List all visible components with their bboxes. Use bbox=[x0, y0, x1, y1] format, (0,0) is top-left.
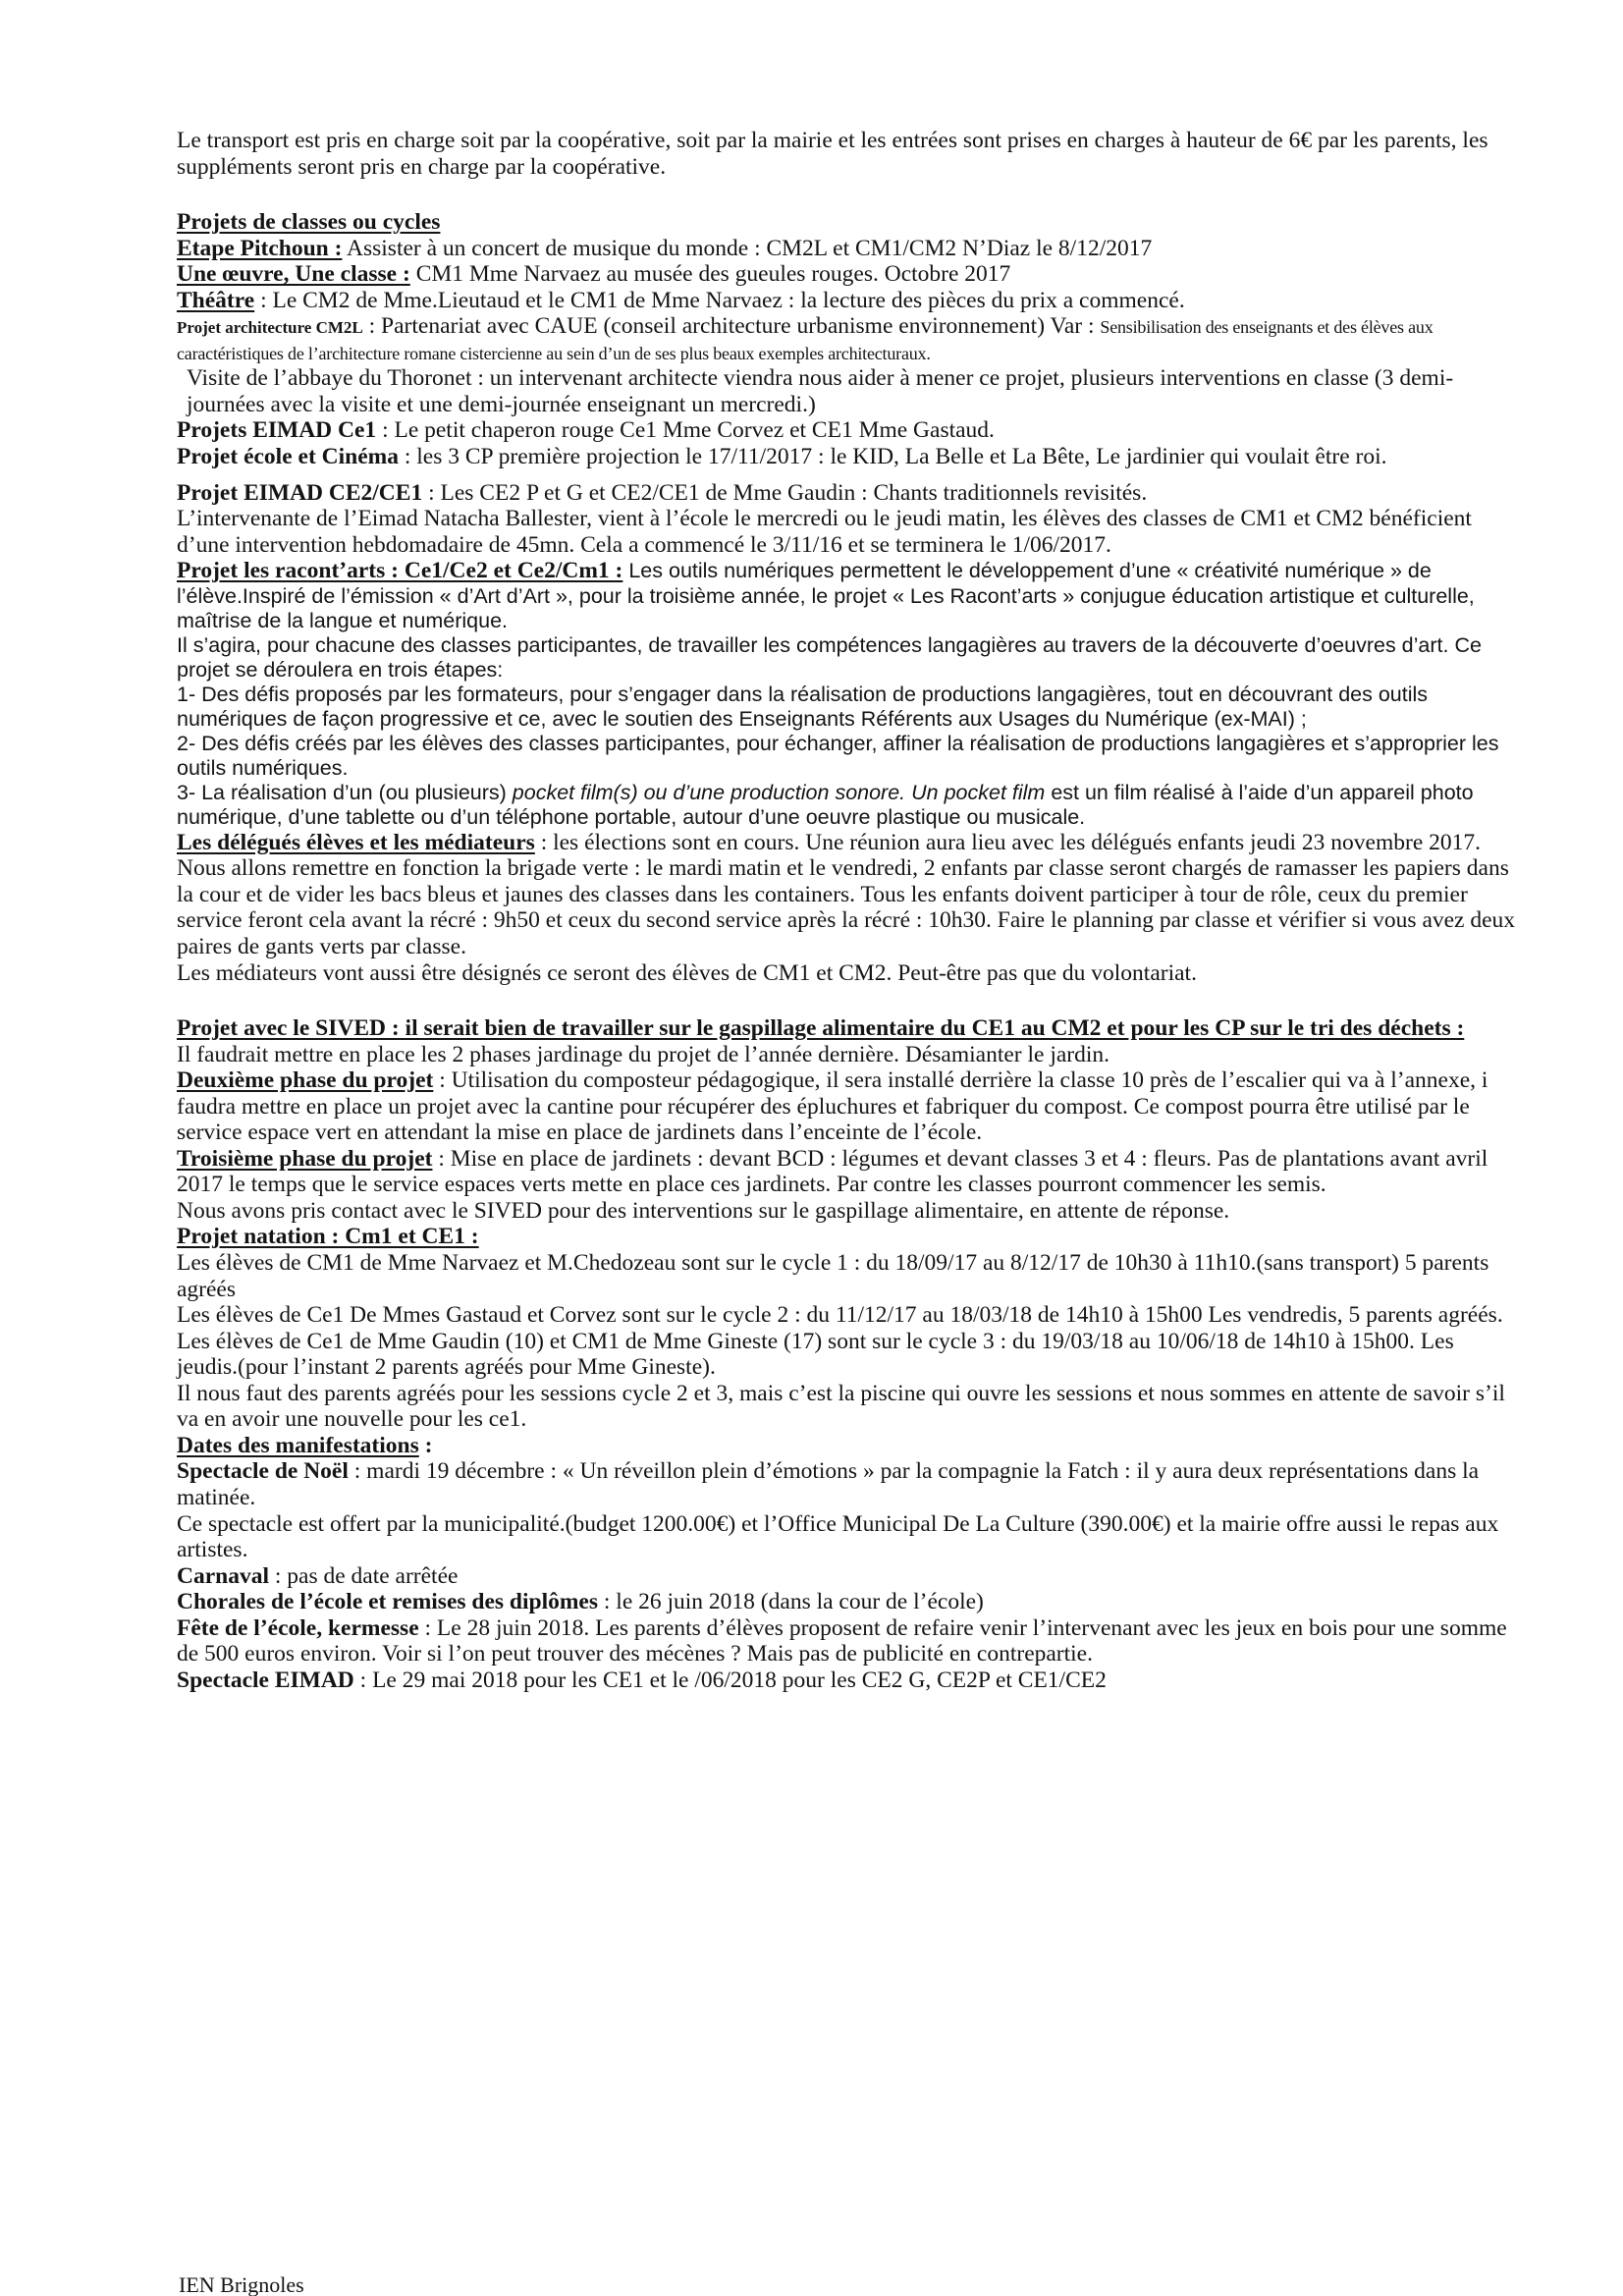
text-theatre: : Le CM2 de Mme.Lieutaud et le CM1 de Mme Narvaez : la lecture des pièces du prix a commencé. bbox=[254, 287, 1185, 313]
text-fete: : Le 28 juin 2018. Les parents d’élèves proposent de refaire venir l’intervenant avec les jeux en bois pour une somme de 500 euros environ. Voir si l’on peut trouver des mécènes ? Mais pas de publicité en contrepartie. bbox=[177, 1614, 1507, 1667]
item-eimad-ce2 bbox=[177, 480, 1520, 507]
label-phase-3: Troisième phase du projet bbox=[177, 1145, 433, 1172]
raconts-step-3-a: 3- La réalisation d’un (ou plusieurs) bbox=[177, 780, 513, 804]
item-noel bbox=[177, 1458, 1520, 1510]
text-cinema: : les 3 CP première projection le 17/11/2017 : le KID, La Belle et La Bête, Le jardinier qui voulait être roi. bbox=[398, 444, 1387, 470]
item-delegues bbox=[177, 830, 1520, 856]
mediateurs-paragraph: Les médiateurs vont aussi être désignés ce seront des élèves de CM1 et CM2. Peut-être pas que du volontariat. bbox=[177, 959, 1197, 986]
text-eimad-ce2: : Les CE2 P et G et CE2/CE1 de Mme Gaudin : Chants traditionnels revisités. bbox=[422, 479, 1148, 506]
item-chorales bbox=[177, 1589, 1520, 1615]
raconts-step-3-b: pocket film(s) ou d’une production sonore. Un pocket film bbox=[512, 780, 1046, 804]
item-eimad-ce1 bbox=[177, 417, 1520, 444]
raconts-step-2: 2- Des défis créés par les élèves des classes participantes, pour échanger, affiner la réalisation de productions langagières et s’approprier les outils numériques. bbox=[177, 732, 1499, 781]
raconts-step-3 bbox=[177, 781, 1520, 830]
label-phase-2: Deuxième phase du projet bbox=[177, 1067, 434, 1094]
text-delegues: : les élections sont en cours. Une réunion aura lieu avec les délégués enfants jeudi 23 novembre 2017. bbox=[534, 829, 1482, 855]
sived-paragraph-1: Il faudrait mettre en place les 2 phases jardinage du projet de l’année dernière. Désamianter le jardin. bbox=[177, 1041, 1110, 1067]
item-oeuvre bbox=[177, 261, 1520, 288]
sived-contact: Nous avons pris contact avec le SIVED pour des interventions sur le gaspillage alimentaire, en attente de réponse. bbox=[177, 1197, 1230, 1224]
page-footer: IEN Brignoles bbox=[179, 2272, 304, 2296]
label-noel: Spectacle de Noël bbox=[177, 1458, 349, 1485]
section-heading-dates bbox=[177, 1433, 1520, 1459]
text-raconts: Les outils numériques permettent le développement d’une « créativité numérique » de l’élève.Inspiré de l’émission « d’Art d’Art », pour la troisième année, le projet « Les Racont’arts » conjugue éducation artistique et culturelle, maîtrise de la langue et numérique. bbox=[177, 559, 1475, 633]
section-heading-natation: Projet natation : Cm1 et CE1 : bbox=[177, 1224, 479, 1250]
label-theatre: Théâtre bbox=[177, 287, 255, 313]
item-theatre bbox=[177, 288, 1520, 314]
label-chorales: Chorales de l’école et remises des diplômes bbox=[177, 1589, 599, 1615]
item-fete bbox=[177, 1615, 1520, 1667]
text-architecture-2: Sensibilisation des enseignants et des élèves aux caractéristiques de l’architecture romane cistercienne au sein d’un de ses plus beaux exemples architecturaux. bbox=[177, 317, 1434, 363]
label-eimad-ce1: Projets EIMAD Ce1 bbox=[177, 417, 377, 444]
label-eimad-ce2: Projet EIMAD CE2/CE1 bbox=[177, 479, 423, 506]
label-dates: Dates des manifestations bbox=[177, 1432, 419, 1458]
section-heading-projets: Projets de classes ou cycles bbox=[177, 209, 441, 236]
text-architecture-3: Visite de l’abbaye du Thoronet : un intervenant architecte viendra nous aider à mener ce projet, plusieurs interventions en classe (3 demi-journées avec la visite et une demi-journée enseignant un mercredi.) bbox=[187, 365, 1454, 417]
label-cinema: Projet école et Cinéma bbox=[177, 444, 399, 470]
item-pitchoun bbox=[177, 236, 1520, 262]
label-fete: Fête de l’école, kermesse bbox=[177, 1614, 419, 1641]
text-phase-3: : Mise en place de jardinets : devant BCD : légumes et devant classes 3 et 4 : fleurs. Pas de plantations avant avril 2017 le temps que le service espaces verts mette en place ces jardinets. Par contre les classes pourront commencer les semis. bbox=[177, 1145, 1488, 1198]
text-oeuvre: CM1 Mme Narvaez au musée des gueules rouges. Octobre 2017 bbox=[409, 261, 1011, 288]
item-cinema bbox=[177, 444, 1520, 470]
raconts-paragraph-2: Il s’agira, pour chacune des classes participantes, de travailler les compétences langagières au travers de la découverte d’oeuvres d’art. Ce projet se déroulera en trois étapes: bbox=[177, 633, 1482, 683]
text-phase-2: : Utilisation du composteur pédagogique, il sera installé derrière la classe 10 près de l’escalier qui va à l’annexe, i faudra mettre en place un projet avec la cantine pour récupérer des épluchures et fabriquer du compost. Ce compost pourra être utilisé par le service espace vert en attendant la mise en place de jardinets dans l’enceinte de l’école. bbox=[177, 1067, 1488, 1146]
intro-paragraph: Le transport est pris en charge soit par la coopérative, soit par la mairie et les entrées sont prises en charges à hauteur de 6€ par les parents, les suppléments seront pris en charge par la coopérative. bbox=[177, 128, 1488, 180]
noel-budget: Ce spectacle est offert par la municipalité.(budget 1200.00€) et l’Office Municipal De La Culture (390.00€) et la mairie offre aussi le repas aux artistes. bbox=[177, 1510, 1499, 1563]
text-noel: : mardi 19 décembre : « Un réveillon plein d’émotions » par la compagnie la Fatch : il y aura deux représentations dans la matinée. bbox=[177, 1458, 1480, 1510]
item-architecture bbox=[177, 313, 1520, 365]
natation-cycle-3: Les élèves de Ce1 de Mme Gaudin (10) et CM1 de Mme Gineste (17) sont sur le cycle 3 : du 19/03/18 au 10/06/18 de 14h10 à 15h00. Les jeudis.(pour l’instant 2 parents agréés pour Mme Gineste). bbox=[177, 1328, 1454, 1381]
section-heading-sived: Projet avec le SIVED : il serait bien de travailler sur le gaspillage alimentaire du CE1 au CM2 et pour les CP sur le tri des déchets : bbox=[177, 1015, 1465, 1042]
label-architecture: Projet architecture CM2L bbox=[177, 318, 363, 338]
label-dates-colon: : bbox=[418, 1432, 433, 1458]
text-pitchoun: Assister à un concert de musique du monde : CM2L et CM1/CM2 N’Diaz le 8/12/2017 bbox=[342, 235, 1153, 261]
label-oeuvre: Une œuvre, Une classe : bbox=[177, 261, 410, 288]
text-eimad-ce1: : Le petit chaperon rouge Ce1 Mme Corvez et CE1 Mme Gastaud. bbox=[376, 417, 995, 444]
natation-cycle-2: Les élèves de Ce1 De Mmes Gastaud et Corvez sont sur le cycle 2 : du 11/12/17 au 18/03/18 de 14h10 à 15h00 Les vendredis, 5 parents agréés. bbox=[177, 1302, 1503, 1329]
brigade-paragraph: Nous allons remettre en fonction la brigade verte : le mardi matin et le vendredi, 2 enfants par classe seront chargés de ramasser les papiers dans la cour et de vider les bacs bleus et jaunes des classes dans les containers. Tous les enfants doivent participer à tour de rôle, ceux du premier service feront cela avant la récré : 9h50 et ceux du second service après la récré : 10h30. Faire le planning par classe et vérifier si vous avez deux paires de gants verts par classe. bbox=[177, 855, 1516, 960]
item-raconts bbox=[177, 558, 1520, 633]
natation-parents: Il nous faut des parents agréés pour les sessions cycle 2 et 3, mais c’est la piscine qui ouvre les sessions et nous sommes en attente de savoir s’il va en avoir une nouvelle pour les ce1. bbox=[177, 1380, 1505, 1433]
text-chorales: : le 26 juin 2018 (dans la cour de l’école) bbox=[598, 1589, 984, 1615]
raconts-block bbox=[177, 558, 1520, 830]
item-eimad-spectacle bbox=[177, 1667, 1520, 1694]
item-phase-2 bbox=[177, 1067, 1520, 1146]
text-architecture-1: : Partenariat avec CAUE (conseil architecture urbanisme environnement) Var : bbox=[362, 313, 1101, 340]
text-eimad-ce2-details: L’intervenante de l’Eimad Natacha Ballester, vient à l’école le mercredi ou le jeudi matin, les élèves des classes de CM1 et CM2 bénéficient d’une intervention hebdomadaire de 45mn. Cela a commencé le 3/11/16 et se terminera le 1/06/2017. bbox=[177, 506, 1472, 558]
raconts-step-1: 1- Des défis proposés par les formateurs, pour s’engager dans la réalisation de productions langagières, tout en découvrant des outils numériques de façon progressive et ce, avec le soutien des Enseignants Référents aux Usages du Numérique (ex-MAI) ; bbox=[177, 683, 1429, 732]
natation-cycle-1: Les élèves de CM1 de Mme Narvaez et M.Chedozeau sont sur le cycle 1 : du 18/09/17 au 8/12/17 de 10h30 à 11h10.(sans transport) 5 parents agréés bbox=[177, 1250, 1489, 1302]
label-eimad-spectacle: Spectacle EIMAD bbox=[177, 1667, 354, 1693]
item-carnaval bbox=[177, 1563, 1520, 1590]
label-carnaval: Carnaval bbox=[177, 1562, 269, 1589]
label-pitchoun: Etape Pitchoun : bbox=[177, 235, 343, 261]
label-raconts: Projet les racont’arts : Ce1/Ce2 et Ce2/Cm1 : bbox=[177, 558, 623, 584]
label-delegues: Les délégués élèves et les médiateurs bbox=[177, 829, 535, 855]
item-phase-3 bbox=[177, 1146, 1520, 1198]
text-eimad-spectacle: : Le 29 mai 2018 pour les CE1 et le /06/2018 pour les CE2 G, CE2P et CE1/CE2 bbox=[353, 1667, 1107, 1693]
text-carnaval: : pas de date arrêtée bbox=[269, 1562, 459, 1589]
raconts-step-3-c: est un film réalisé à l’aide d’un appareil photo numérique, d’une tablette ou d’un téléphone portable, autour d’une oeuvre plastique ou musicale. bbox=[177, 780, 1474, 829]
